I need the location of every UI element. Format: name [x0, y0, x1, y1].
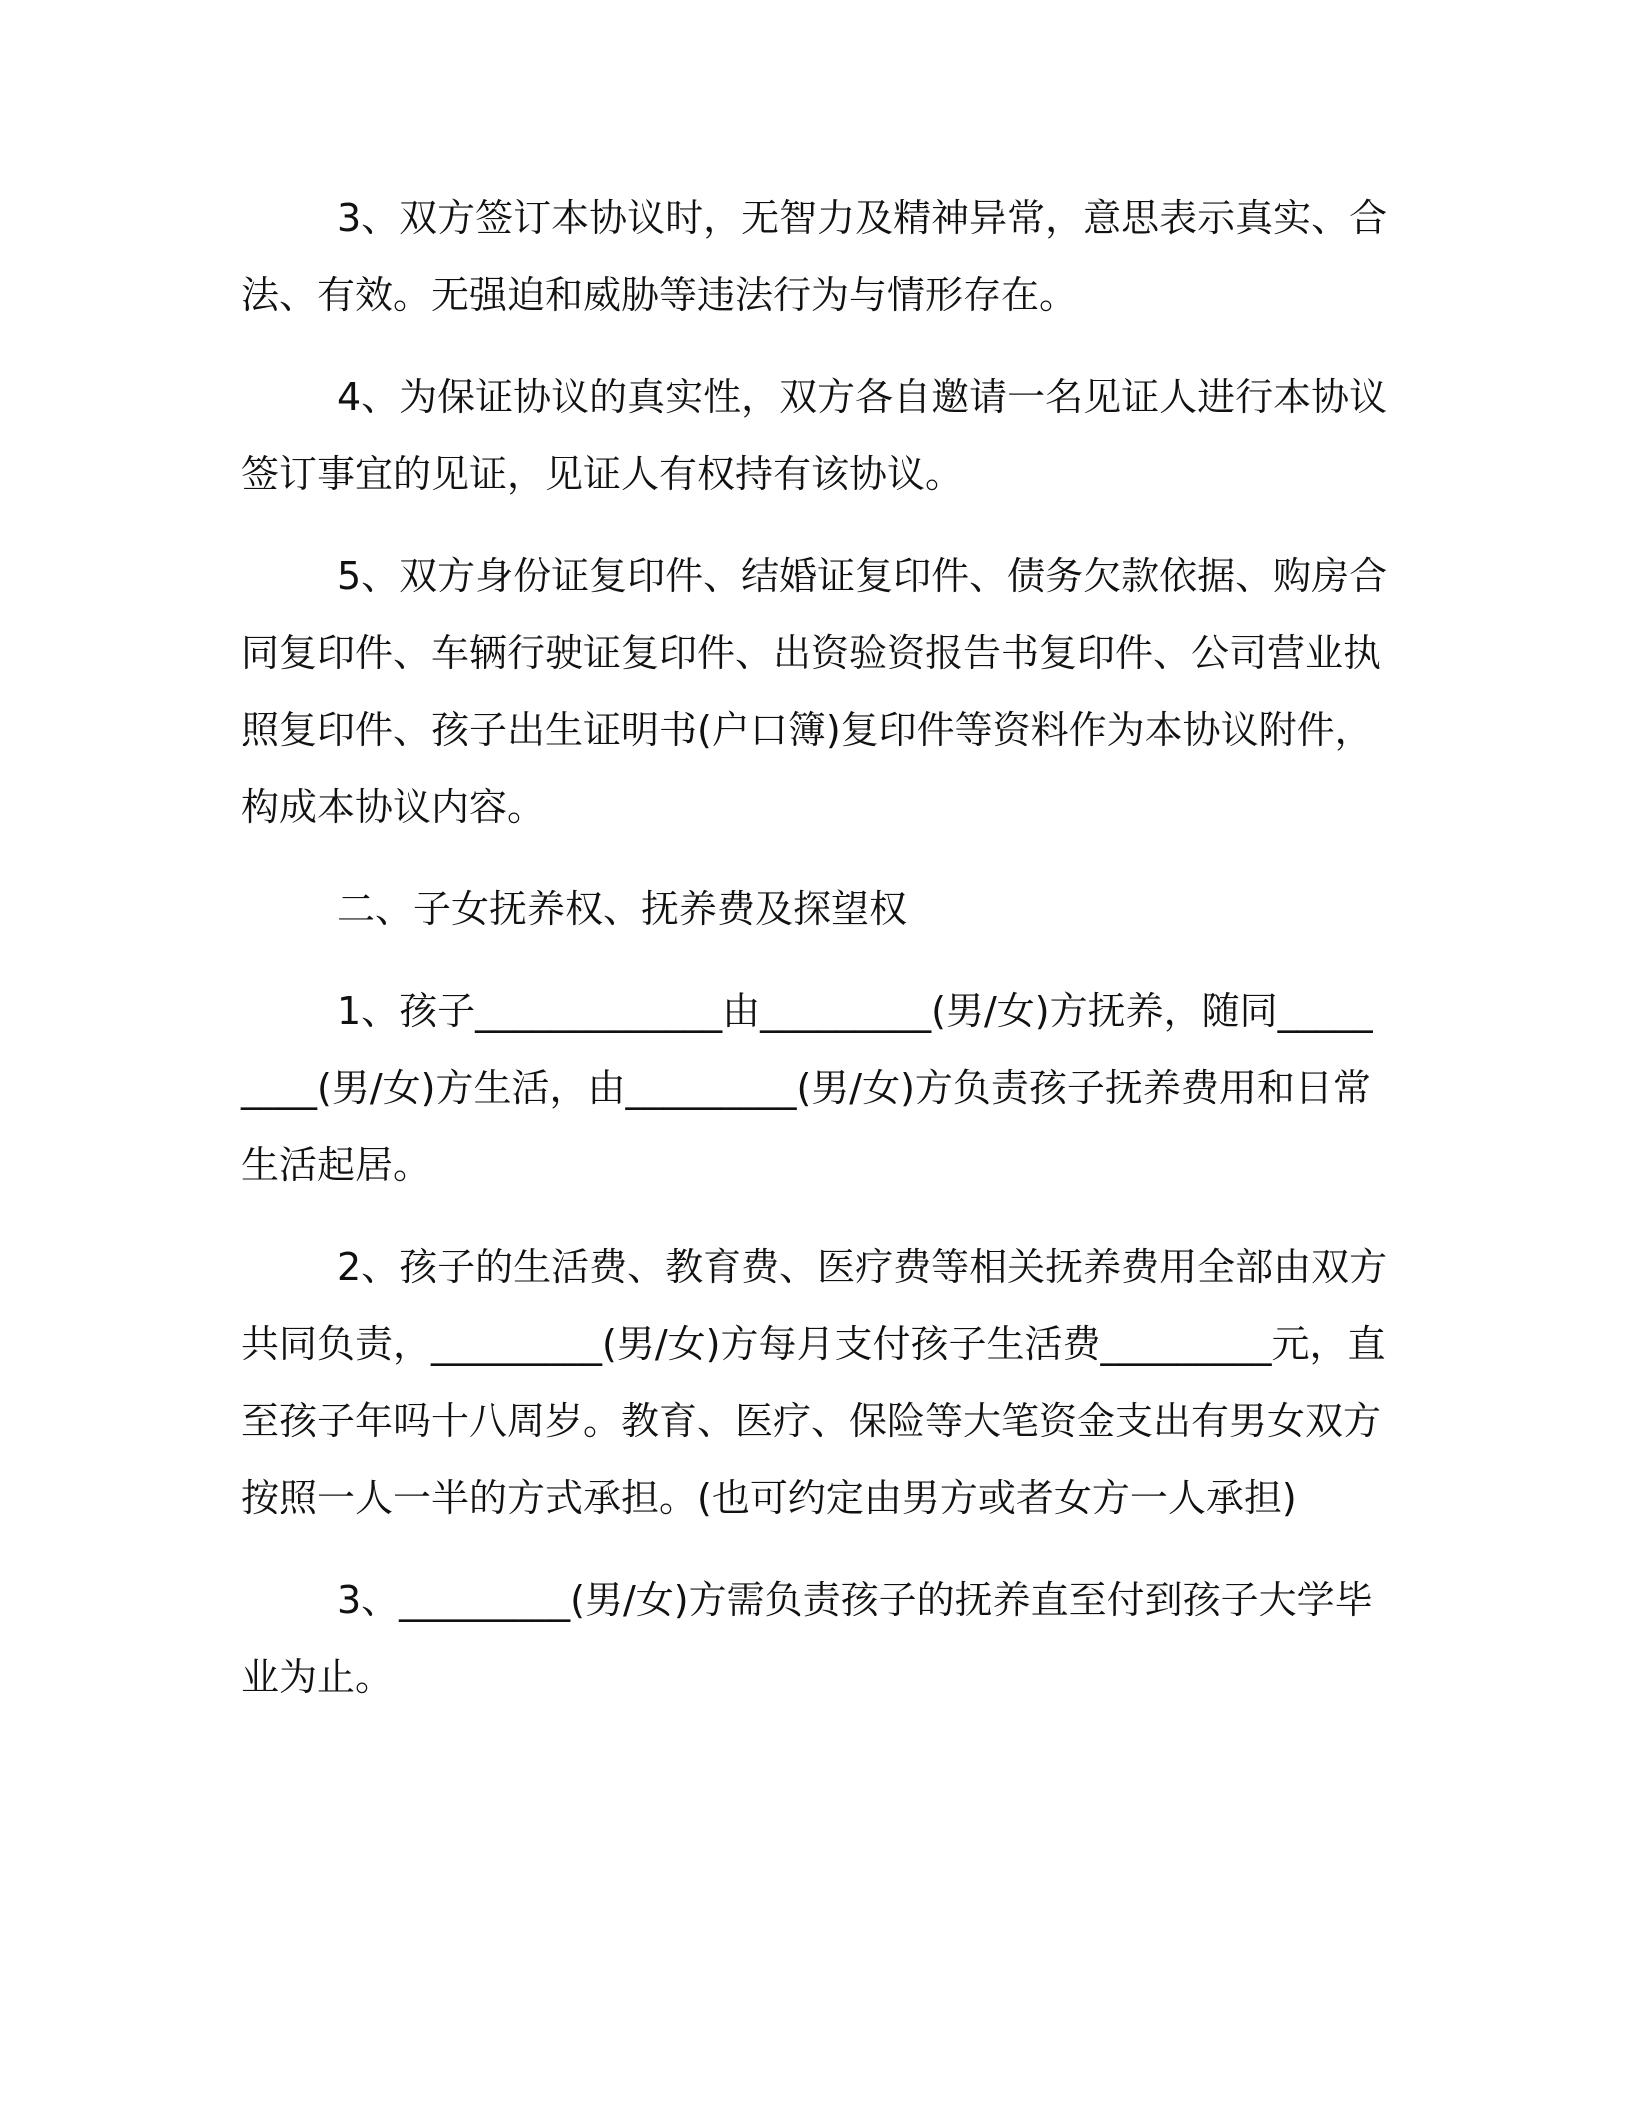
- document-body: [241, 180, 1391, 1741]
- clause-3-paragraph: 3、双方签订本协议时，无智力及精神异常，意思表示真实、合法、有效。无强迫和威胁等违法行为与情形存在。: [241, 196, 1388, 317]
- custody-clause-1-paragraph: 1、孩子_____________由_________(男/女)方抚养，随同_________(男/女)方生活，由_________(男/女)方负责孩子抚养费用和日常生活起居。: [241, 989, 1373, 1187]
- custody-clause-2-paragraph: 2、孩子的生活费、教育费、医疗费等相关抚养费用全部由双方共同负责，_________(男/女)方每月支付孩子生活费_________元，直至孩子年吗十八周岁。教育、医疗、保险等大笔资金支出有男女双方按照一人一半的方式承担。(也可约定由男方或者女方一人承担): [241, 1245, 1388, 1520]
- clause-4-paragraph: 4、为保证协议的真实性，双方各自邀请一名见证人进行本协议签订事宜的见证，见证人有权持有该协议。: [241, 375, 1388, 496]
- clause-5-paragraph: 5、双方身份证复印件、结婚证复印件、债务欠款依据、购房合同复印件、车辆行驶证复印件、出资验资报告书复印件、公司营业执照复印件、孩子出生证明书(户口簿)复印件等资料作为本协议附件，构成本协议内容。: [241, 554, 1388, 829]
- custody-clause-3-paragraph: 3、_________(男/女)方需负责孩子的抚养直至付到孩子大学毕业为止。: [241, 1578, 1373, 1699]
- section-heading: 二、子女抚养权、抚养费及探望权: [337, 887, 908, 931]
